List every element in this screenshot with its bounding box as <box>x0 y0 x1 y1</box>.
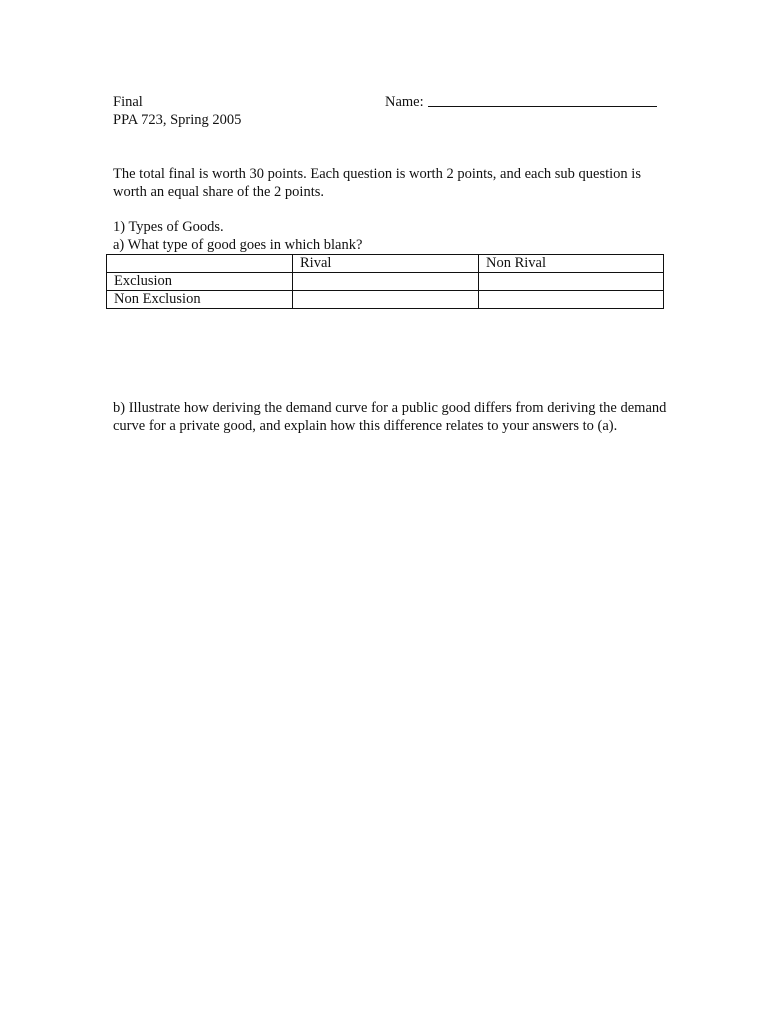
question-1b-prompt: b) Illustrate how deriving the demand curve for a public good differs from deriving the demand curve for a private good, and explain how this difference relates to your answers to (a). <box>113 400 667 434</box>
row-label-exclusion: Exclusion <box>107 273 293 291</box>
question-1-title: 1) Types of Goods. <box>113 219 224 235</box>
name-blank-line[interactable] <box>428 106 657 107</box>
goods-type-table <box>106 254 664 309</box>
answer-cell[interactable] <box>479 273 664 291</box>
question-1a-prompt: a) What type of good goes in which blank? <box>113 237 363 253</box>
answer-cell[interactable] <box>479 291 664 309</box>
table-header-row <box>107 255 664 273</box>
course-info: PPA 723, Spring 2005 <box>113 112 242 128</box>
instructions-paragraph: The total final is worth 30 points. Each question is worth 2 points, and each sub question is worth an equal share of the 2 points. <box>113 166 641 200</box>
table-header-cell <box>107 255 293 273</box>
table-header-cell: Rival <box>293 255 479 273</box>
answer-cell[interactable] <box>293 273 479 291</box>
row-label-non-exclusion: Non Exclusion <box>107 291 293 309</box>
answer-cell[interactable] <box>293 291 479 309</box>
exam-title: Final <box>113 94 143 110</box>
exam-header <box>113 93 241 129</box>
table-row <box>107 273 664 291</box>
table-row <box>107 291 664 309</box>
name-label: Name: <box>385 94 424 110</box>
table-header-cell: Non Rival <box>479 255 664 273</box>
